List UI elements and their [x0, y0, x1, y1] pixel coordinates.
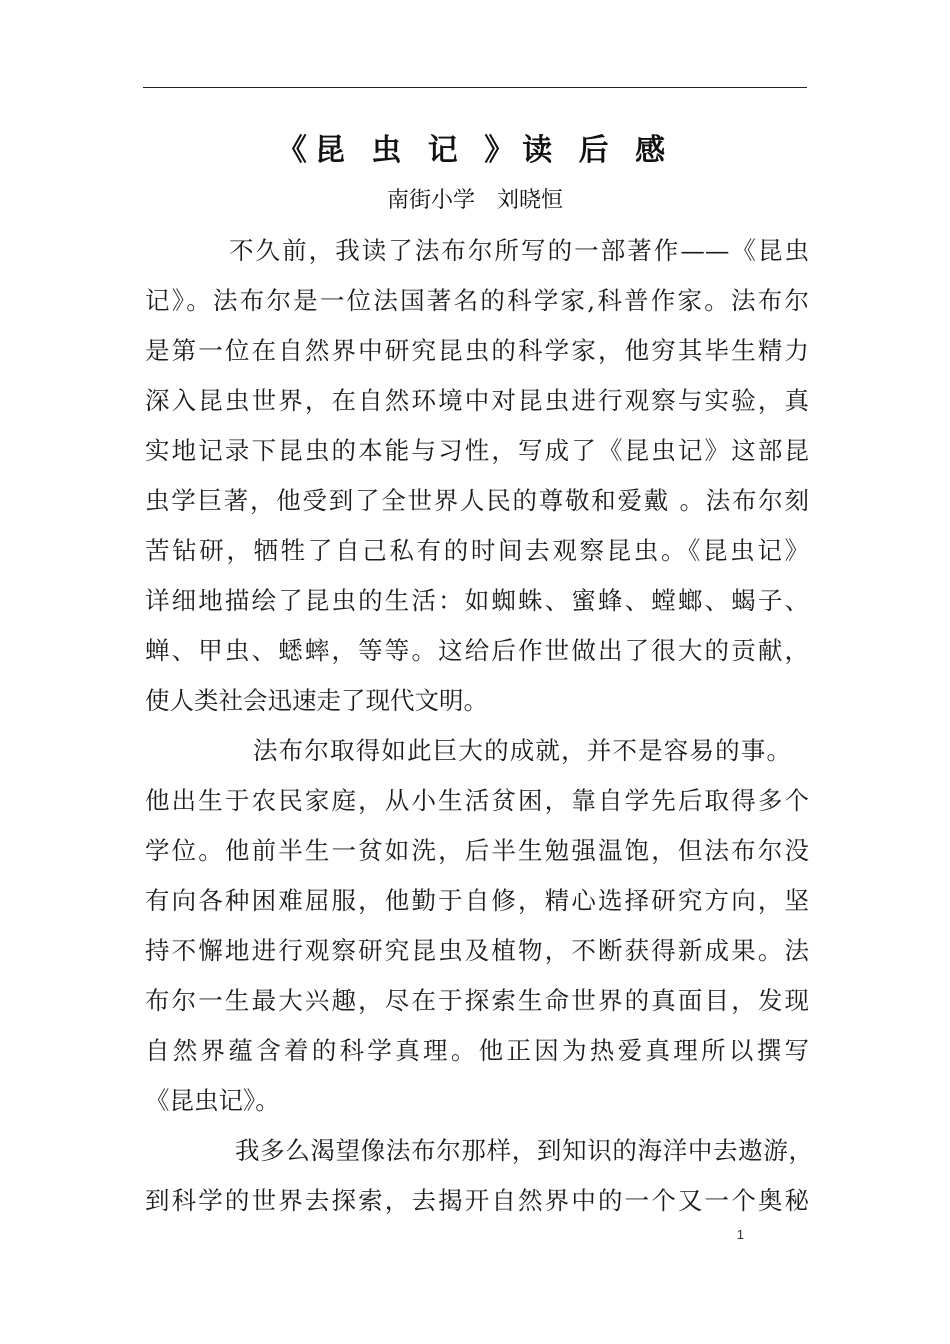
- text-line: 深入昆虫世界，在自然环境中对昆虫进行观察与实验，真: [145, 386, 809, 415]
- text-line: 是第一位在自然界中研究昆虫的科学家，他穷其毕生精力: [145, 336, 809, 365]
- text-line: 我多么渴望像法布尔那样，到知识的海洋中去遨游，: [235, 1136, 813, 1165]
- text-line: 学位。他前半生一贫如洗，后半生勉强温饱，但法布尔没: [145, 836, 809, 865]
- text-line: 详细地描绘了昆虫的生活：如蜘蛛、蜜蜂、螳螂、蝎子、: [145, 586, 809, 615]
- text-line: 法布尔取得如此巨大的成就，并不是容易的事。: [253, 736, 791, 765]
- header-rule: [143, 87, 807, 88]
- paragraph-2: [145, 726, 809, 1126]
- text-line: 持不懈地进行观察研究昆虫及植物，不断获得新成果。法: [145, 936, 809, 965]
- text-line: 苦钻研，牺牲了自己私有的时间去观察昆虫。《昆虫记》: [145, 536, 809, 565]
- text-line: 使人类社会迅速走了现代文明。: [145, 686, 488, 715]
- text-line: 有向各种困难屈服，他勤于自修，精心选择研究方向，坚: [145, 886, 809, 915]
- text-line: 实地记录下昆虫的本能与习性，写成了《昆虫记》这部昆: [145, 436, 809, 465]
- text-line: 《昆虫记》。: [145, 1086, 280, 1115]
- text-line: 蝉、甲虫、蟋蟀，等等。这给后作世做出了很大的贡献，: [145, 636, 809, 665]
- paragraph-1: [145, 226, 809, 726]
- text-line: 记》。法布尔是一位法国著名的科学家,科普作家。法布尔: [145, 286, 809, 315]
- text-line: 虫学巨著，他受到了全世界人民的尊敬和爱戴 。法布尔刻: [145, 486, 809, 515]
- text-line: 他出生于农民家庭，从小生活贫困，靠自学先后取得多个: [145, 786, 809, 815]
- text-line: 自然界蕴含着的科学真理。他正因为热爱真理所以撰写: [145, 1036, 809, 1065]
- text-line: 不久前，我读了法布尔所写的一部著作——《昆虫: [229, 236, 809, 265]
- text-line: 到科学的世界去探索，去揭开自然界中的一个又一个奥秘: [145, 1186, 809, 1215]
- paragraph-3: [145, 1126, 813, 1226]
- page-number: 1: [736, 1227, 744, 1242]
- document-title: 《昆 虫 记 》读 后 感: [276, 133, 674, 168]
- body-text: [145, 226, 813, 1226]
- text-line: 布尔一生最大兴趣，尽在于探索生命世界的真面目，发现: [145, 986, 809, 1015]
- author-line: 南街小学 刘晓恒: [386, 188, 563, 213]
